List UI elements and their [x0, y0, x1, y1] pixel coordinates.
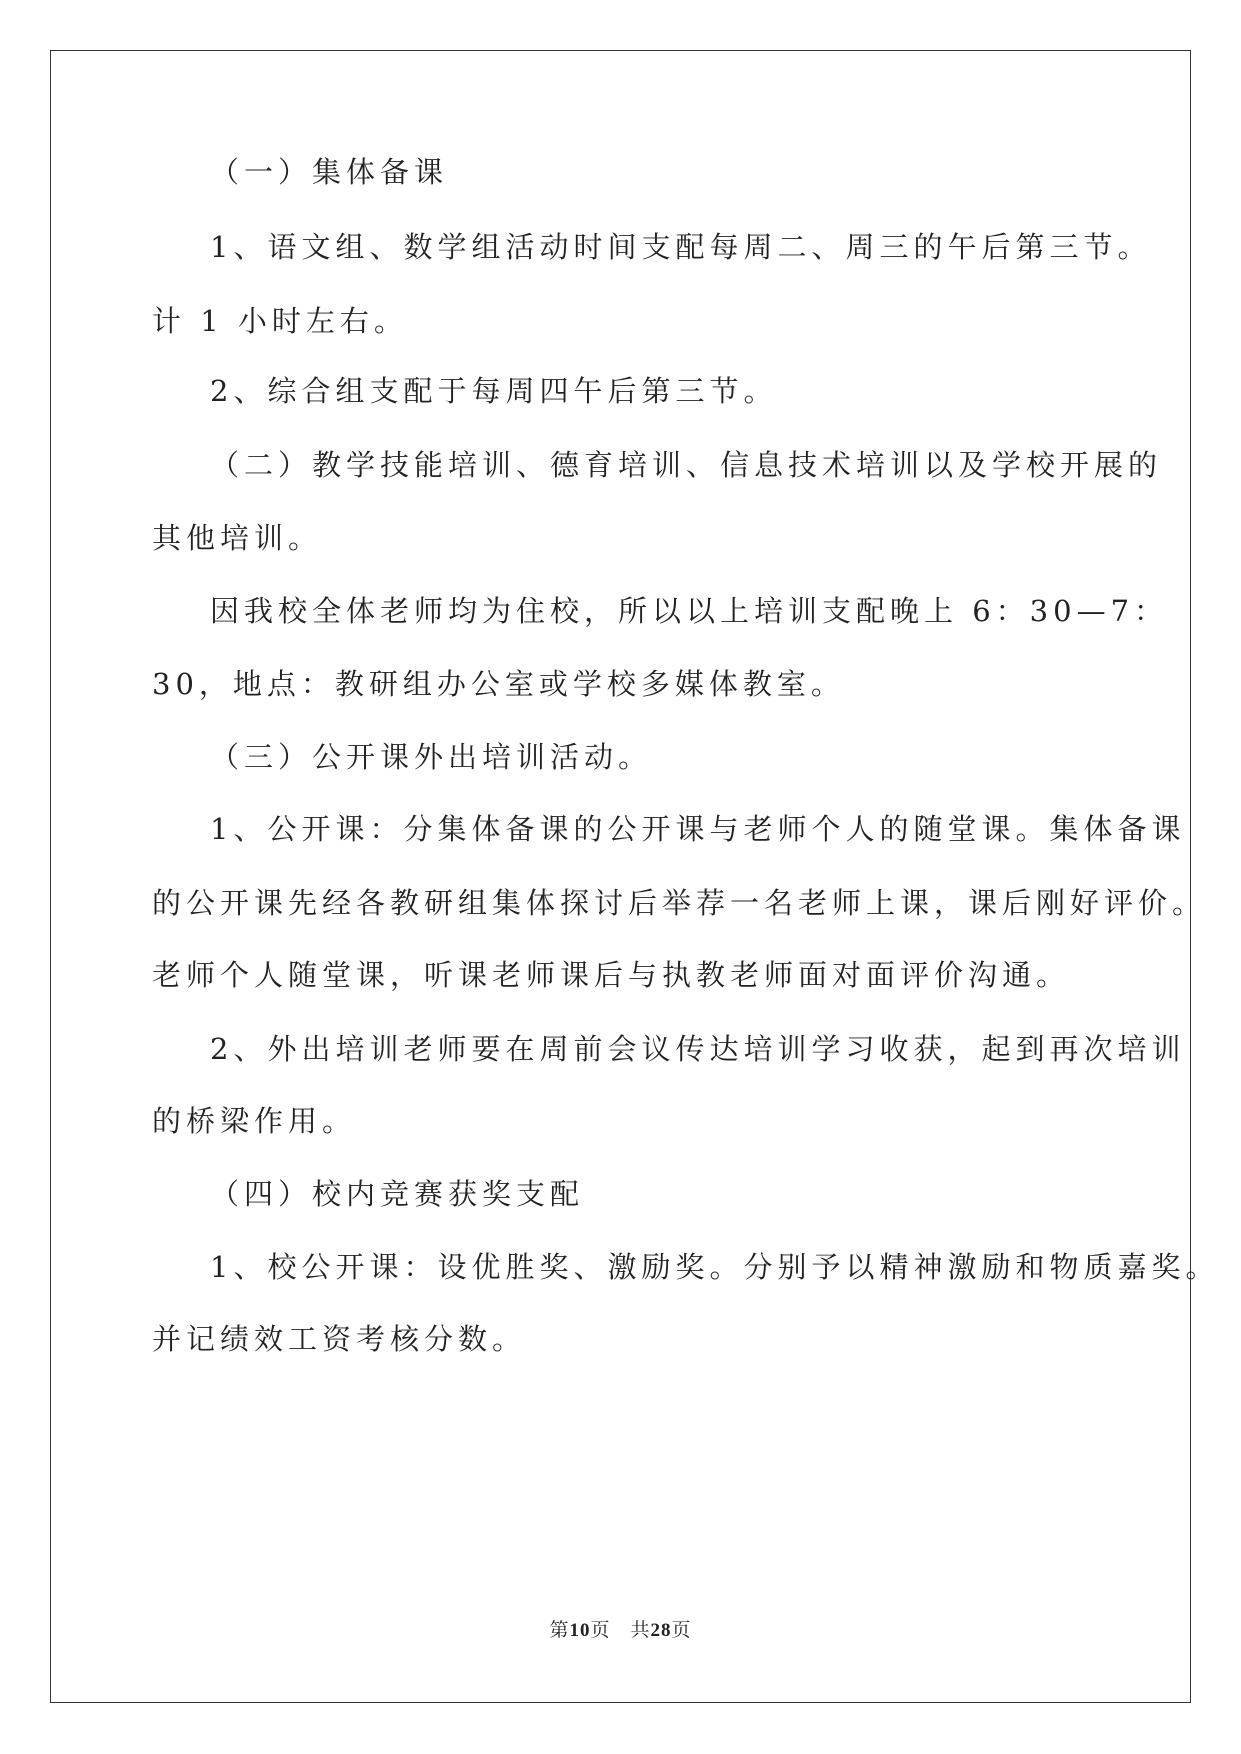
paragraph-line: 1、语文组、数学组活动时间支配每周二、周三的午后第三节。: [210, 230, 1152, 264]
section-heading-3: （三）公开课外出培训活动。: [210, 740, 653, 774]
paragraph-line: 因我校全体老师均为住校，所以以上培训支配晚上 6：30—7：: [210, 594, 1169, 628]
paragraph-line: 并记绩效工资考核分数。: [152, 1322, 527, 1356]
paragraph-line: 1、校公开课：设优胜奖、激励奖。分别予以精神激励和物质嘉奖。: [210, 1250, 1220, 1284]
page-border: [50, 50, 1191, 1703]
paragraph-line: 2、外出培训老师要在周前会议传达培训学习收获，起到再次培训: [210, 1032, 1186, 1066]
paragraph-line: 老师个人随堂课，听课老师课后与执教老师面对面评价沟通。: [152, 958, 1071, 992]
paragraph-line: 其他培训。: [152, 521, 323, 555]
page-suffix: 页: [671, 1619, 692, 1641]
paragraph-line: 的公开课先经各教研组集体探讨后举荐一名老师上课，课后刚好评价。: [152, 886, 1207, 920]
paragraph-line: 30，地点：教研组办公室或学校多媒体教室。: [152, 667, 845, 701]
page-total-number: 28: [650, 1620, 672, 1641]
section-heading-1: （一）集体备课: [210, 155, 449, 189]
paragraph-line: 1、公开课：分集体备课的公开课与老师个人的随堂课。集体备课: [210, 812, 1186, 846]
page-footer: [0, 1615, 1241, 1642]
section-heading-2: （二）教学技能培训、德育培训、信息技术培训以及学校开展的: [210, 448, 1163, 482]
page-mid: 页 共: [590, 1619, 651, 1641]
page-prefix: 第: [549, 1619, 570, 1641]
paragraph-line: 计 1 小时左右。: [152, 304, 408, 338]
paragraph-line: 的桥梁作用。: [152, 1104, 357, 1138]
section-heading-4: （四）校内竞赛获奖支配: [210, 1177, 585, 1211]
page-current-number: 10: [569, 1620, 591, 1641]
paragraph-line: 2、综合组支配于每周四午后第三节。: [210, 374, 778, 408]
